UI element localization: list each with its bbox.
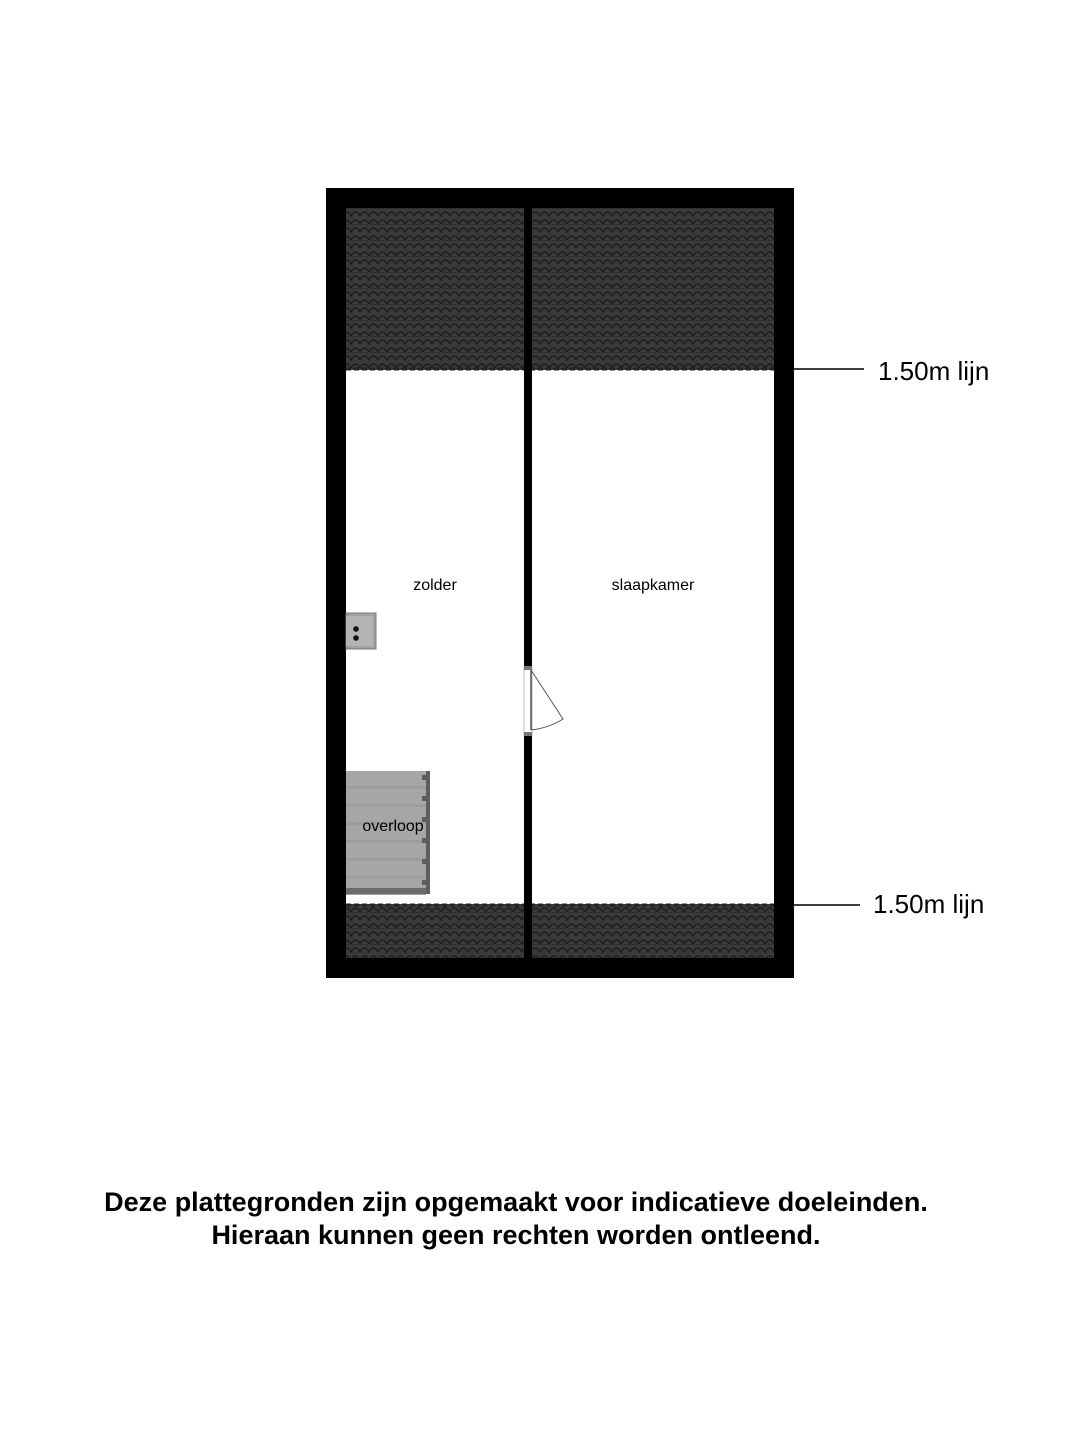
partition-wall [524, 188, 532, 978]
room-label-overloop: overloop [362, 818, 424, 835]
roof-tiles-bottom-left [346, 904, 524, 958]
height-line-bottom-label: 1.50m lijn [873, 889, 985, 919]
disclaimer-line-2: Hieraan kunnen geen rechten worden ontleend. [211, 1220, 821, 1250]
disclaimer [0, 1186, 1032, 1252]
roof-tiles-top-left [346, 208, 524, 370]
door-frame-top [524, 666, 532, 670]
room-label-slaapkamer: slaapkamer [611, 577, 695, 594]
height-line-top-label: 1.50m lijn [878, 356, 990, 386]
door-frame-bottom [524, 732, 532, 736]
room-label-zolder: zolder [413, 577, 457, 594]
roof-tiles-top-right [532, 208, 774, 370]
roof-tiles-bottom-right [532, 904, 774, 958]
disclaimer-line-1: Deze plattegronden zijn opgemaakt voor indicatieve doeleinden. [104, 1187, 928, 1217]
